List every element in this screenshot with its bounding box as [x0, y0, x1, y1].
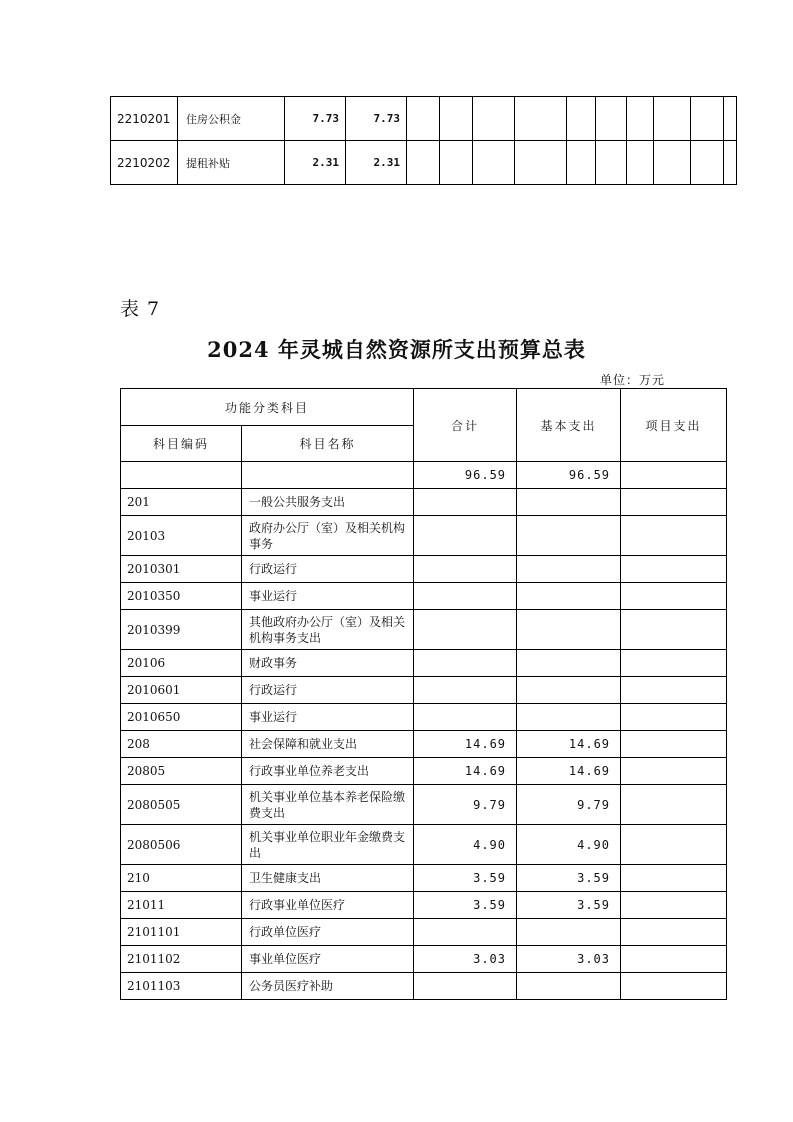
fragment-empty-cell: [515, 97, 567, 141]
fragment-value-cell: 2.31: [285, 141, 346, 185]
subject-name-cell: 行政事业单位医疗: [242, 892, 414, 919]
fragment-empty-cell: [691, 141, 724, 185]
subject-code-cell: [121, 462, 242, 489]
basic-cell: [517, 556, 621, 583]
fragment-empty-cell: [596, 141, 627, 185]
subject-code-cell: 2101102: [121, 946, 242, 973]
subject-name-cell: 事业运行: [242, 704, 414, 731]
project-cell: [621, 462, 727, 489]
budget-table: [120, 388, 727, 1000]
fragment-value-cell: 7.73: [285, 97, 346, 141]
total-cell: 3.59: [414, 865, 517, 892]
fragment-empty-cell: [627, 141, 654, 185]
project-cell: [621, 973, 727, 1000]
subject-name-cell: 机关事业单位职业年金缴费支出: [242, 825, 414, 865]
subject-code-cell: 2010301: [121, 556, 242, 583]
fragment-empty-cell: [724, 141, 737, 185]
basic-cell: [517, 919, 621, 946]
subject-name-cell: 行政运行: [242, 677, 414, 704]
fragment-empty-cell: [473, 97, 515, 141]
total-cell: [414, 677, 517, 704]
total-cell: 96.59: [414, 462, 517, 489]
total-cell: [414, 489, 517, 516]
fragment-empty-cell: [691, 97, 724, 141]
project-cell: [621, 892, 727, 919]
basic-cell: [517, 489, 621, 516]
table-row: [121, 704, 727, 731]
header-function-category: 功能分类科目: [121, 389, 414, 426]
subject-code-cell: 20106: [121, 650, 242, 677]
page-title: 2024 年灵城自然资源所支出预算总表: [207, 337, 586, 362]
basic-cell: 14.69: [517, 731, 621, 758]
fragment-empty-cell: [440, 141, 473, 185]
header-total: 合计: [414, 389, 517, 462]
basic-cell: 3.59: [517, 865, 621, 892]
subject-code-cell: 210: [121, 865, 242, 892]
subject-code-cell: 20103: [121, 516, 242, 556]
table-row: [121, 919, 727, 946]
subject-code-cell: 21011: [121, 892, 242, 919]
subject-name-cell: 财政事务: [242, 650, 414, 677]
subject-code-cell: 2010601: [121, 677, 242, 704]
basic-cell: 3.59: [517, 892, 621, 919]
header-row-1: [121, 389, 727, 426]
fragment-row: [111, 97, 737, 141]
basic-cell: [517, 677, 621, 704]
subject-name-cell: 行政单位医疗: [242, 919, 414, 946]
subject-name-cell: 社会保障和就业支出: [242, 731, 414, 758]
fragment-empty-cell: [654, 141, 691, 185]
basic-cell: [517, 973, 621, 1000]
project-cell: [621, 516, 727, 556]
fragment-empty-cell: [440, 97, 473, 141]
subject-code-cell: 2080506: [121, 825, 242, 865]
basic-cell: [517, 516, 621, 556]
fragment-empty-cell: [407, 97, 440, 141]
subject-code-cell: 208: [121, 731, 242, 758]
fragment-name-cell: 提租补贴: [178, 141, 285, 185]
total-cell: [414, 650, 517, 677]
fragment-empty-cell: [596, 97, 627, 141]
basic-cell: 14.69: [517, 758, 621, 785]
table-row: [121, 556, 727, 583]
project-cell: [621, 556, 727, 583]
subject-name-cell: 事业单位医疗: [242, 946, 414, 973]
basic-cell: [517, 583, 621, 610]
fragment-empty-cell: [473, 141, 515, 185]
header-project: 项目支出: [621, 389, 727, 462]
total-cell: [414, 973, 517, 1000]
basic-cell: [517, 650, 621, 677]
fragment-name-cell: 住房公积金: [178, 97, 285, 141]
table-row: [121, 973, 727, 1000]
table-row: [121, 677, 727, 704]
subject-name-cell: 行政事业单位养老支出: [242, 758, 414, 785]
fragment-empty-cell: [567, 97, 596, 141]
subject-code-cell: 2101101: [121, 919, 242, 946]
table-row: [121, 785, 727, 825]
total-cell: [414, 919, 517, 946]
header-basic: 基本支出: [517, 389, 621, 462]
subject-name-cell: 其他政府办公厅（室）及相关机构事务支出: [242, 610, 414, 650]
project-cell: [621, 704, 727, 731]
table-row: [121, 731, 727, 758]
previous-table-fragment: [110, 96, 737, 185]
table-row: [121, 610, 727, 650]
subject-name-cell: [242, 462, 414, 489]
fragment-empty-cell: [627, 97, 654, 141]
fragment-code-cell: 2210201: [111, 97, 178, 141]
fragment-empty-cell: [515, 141, 567, 185]
total-cell: 14.69: [414, 731, 517, 758]
subject-code-cell: 2080505: [121, 785, 242, 825]
total-cell: 14.69: [414, 758, 517, 785]
project-cell: [621, 731, 727, 758]
subject-name-cell: 卫生健康支出: [242, 865, 414, 892]
total-cell: 9.79: [414, 785, 517, 825]
table-row: [121, 516, 727, 556]
project-cell: [621, 677, 727, 704]
total-cell: [414, 556, 517, 583]
subject-name-cell: 政府办公厅（室）及相关机构事务: [242, 516, 414, 556]
fragment-empty-cell: [407, 141, 440, 185]
table-row: [121, 865, 727, 892]
project-cell: [621, 785, 727, 825]
project-cell: [621, 946, 727, 973]
table-label: 表 7: [120, 298, 161, 320]
table-row: [121, 583, 727, 610]
basic-cell: 9.79: [517, 785, 621, 825]
unit-label: 单位：万元: [600, 373, 666, 387]
total-cell: 4.90: [414, 825, 517, 865]
project-cell: [621, 489, 727, 516]
total-cell: [414, 516, 517, 556]
project-cell: [621, 610, 727, 650]
total-cell: [414, 583, 517, 610]
basic-cell: [517, 704, 621, 731]
subject-name-cell: 事业运行: [242, 583, 414, 610]
subject-code-cell: 2010399: [121, 610, 242, 650]
project-cell: [621, 583, 727, 610]
total-cell: [414, 610, 517, 650]
subject-name-cell: 行政运行: [242, 556, 414, 583]
subject-name-cell: 公务员医疗补助: [242, 973, 414, 1000]
subject-name-cell: 一般公共服务支出: [242, 489, 414, 516]
subject-code-cell: 201: [121, 489, 242, 516]
table-row: [121, 650, 727, 677]
fragment-value-cell: 2.31: [346, 141, 407, 185]
basic-cell: 4.90: [517, 825, 621, 865]
header-code: 科目编码: [121, 426, 242, 462]
subject-code-cell: 2010350: [121, 583, 242, 610]
table-row: [121, 825, 727, 865]
basic-cell: [517, 610, 621, 650]
fragment-empty-cell: [724, 97, 737, 141]
total-cell: 3.03: [414, 946, 517, 973]
subject-code-cell: 2010650: [121, 704, 242, 731]
table-row: [121, 462, 727, 489]
table-row: [121, 489, 727, 516]
total-cell: 3.59: [414, 892, 517, 919]
fragment-value-cell: 7.73: [346, 97, 407, 141]
fragment-empty-cell: [567, 141, 596, 185]
subject-code-cell: 20805: [121, 758, 242, 785]
project-cell: [621, 758, 727, 785]
subject-code-cell: 2101103: [121, 973, 242, 1000]
table-row: [121, 758, 727, 785]
subject-name-cell: 机关事业单位基本养老保险缴费支出: [242, 785, 414, 825]
total-cell: [414, 704, 517, 731]
basic-cell: 3.03: [517, 946, 621, 973]
fragment-code-cell: 2210202: [111, 141, 178, 185]
fragment-row: [111, 141, 737, 185]
project-cell: [621, 865, 727, 892]
header-name: 科目名称: [242, 426, 414, 462]
table-row: [121, 892, 727, 919]
project-cell: [621, 825, 727, 865]
project-cell: [621, 650, 727, 677]
table-row: [121, 946, 727, 973]
project-cell: [621, 919, 727, 946]
basic-cell: 96.59: [517, 462, 621, 489]
fragment-empty-cell: [654, 97, 691, 141]
